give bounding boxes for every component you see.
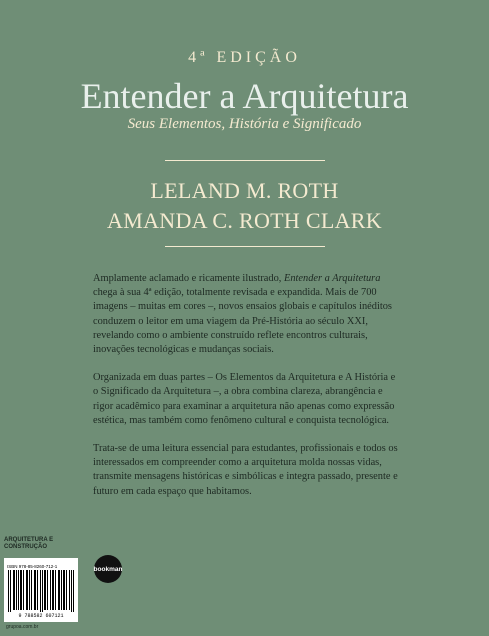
description: [93, 272, 398, 513]
book-subtitle: Seus Elementos, História e Significado: [127, 116, 362, 132]
website: grupoa.com.br: [6, 624, 39, 630]
publisher-logo: [94, 555, 122, 583]
author-1: LELAND M. ROTH: [150, 178, 339, 203]
barcode-number: 9 788582 607121: [18, 613, 64, 619]
paragraph-1-part-a: Amplamente aclamado e ricamente ilustrado,: [93, 273, 284, 284]
paragraph-3: Trata-se de uma leitura essencial para estudantes, profissionais e todos os interessados em compreender como a arquitetura molda nossas vidas, transmite mensagens históricas e simbólicas e integra passado, presente e futuro em cada espaço que habitamos.: [93, 443, 398, 497]
divider-top: [165, 160, 325, 161]
paragraph-1-part-b: chega à sua 4ª edição, totalmente revisada e expandida. Mais de 700 imagens – muitas em cores –, novos ensaios globais e capítulos inéditos conduzem o leitor em uma viagem da Pré-História ao século XXI, revelando como o ambiente construído reflete encontros culturais, inovações tecnológicas e mudanças sociais.: [93, 287, 392, 356]
category-label: [4, 537, 64, 551]
paragraph-2: Organizada em duas partes – Os Elementos da Arquitetura e A História e o Significado da Arquitetura –, a obra combina clareza, abrangência e rigor acadêmico para examinar a arquitetura não apenas como expressão estética, mas também como fenômeno cultural e conquista tecnológica.: [93, 372, 396, 426]
edition-label: 4ª EDIÇÃO: [188, 49, 301, 66]
author-2: AMANDA C. ROTH CLARK: [107, 208, 382, 233]
category-line-2: CONSTRUÇÃO: [4, 544, 47, 550]
barcode-panel: [4, 558, 78, 622]
barcode-icon: [7, 570, 75, 612]
paragraph-1-title: Entender a Arquitetura: [284, 273, 381, 284]
divider-bottom: [165, 246, 325, 247]
paragraph-1: [93, 272, 398, 357]
isbn: ISBN 978-85-8260-712-1: [7, 564, 58, 569]
publisher-logo-text: bookman: [93, 565, 123, 573]
category-line-1: ARQUITETURA E: [4, 537, 54, 543]
book-title: Entender a Arquitetura: [80, 76, 409, 116]
